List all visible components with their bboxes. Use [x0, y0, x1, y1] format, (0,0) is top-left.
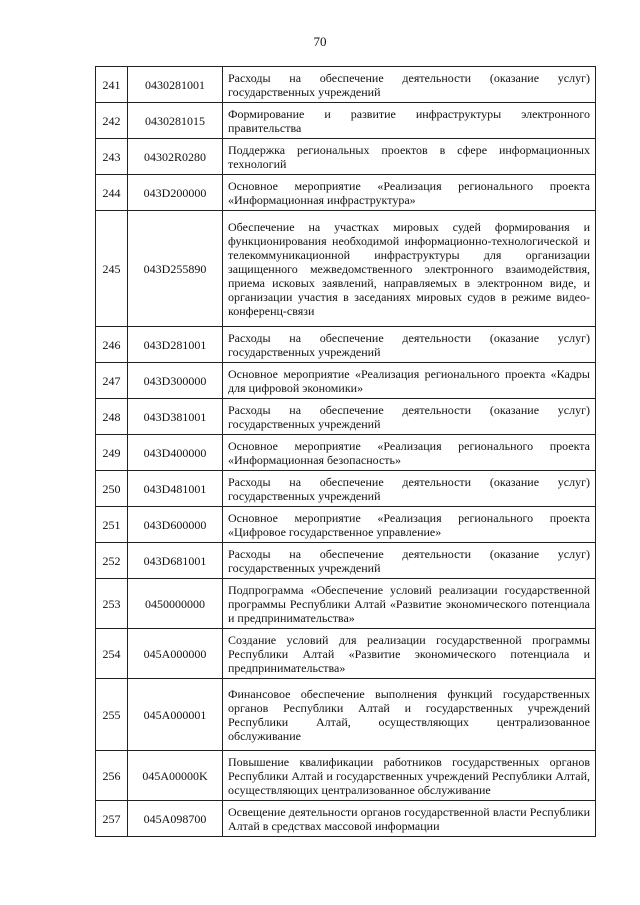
expense-description: Формирование и развитие инфраструктуры электронного правительства [223, 103, 596, 139]
row-number: 253 [96, 579, 128, 629]
table-row [96, 507, 596, 543]
table-row [96, 67, 596, 103]
table-row [96, 679, 596, 751]
expense-description: Подпрограмма «Обеспечение условий реализации государственной программы Республики Алтай «Развитие экономического потенциала и предпринимательства» [223, 579, 596, 629]
row-number: 247 [96, 363, 128, 399]
row-number: 248 [96, 399, 128, 435]
row-number: 251 [96, 507, 128, 543]
row-number: 249 [96, 435, 128, 471]
row-number: 244 [96, 175, 128, 211]
table-row [96, 801, 596, 837]
classification-code: 043D381001 [128, 399, 223, 435]
expense-description: Расходы на обеспечение деятельности (оказание услуг) государственных учреждений [223, 543, 596, 579]
row-number: 254 [96, 629, 128, 679]
expense-description: Расходы на обеспечение деятельности (оказание услуг) государственных учреждений [223, 327, 596, 363]
expense-description: Создание условий для реализации государственной программы Республики Алтай «Развитие экономического потенциала и предпринимательства» [223, 629, 596, 679]
row-number: 243 [96, 139, 128, 175]
row-number: 252 [96, 543, 128, 579]
expense-description: Основное мероприятие «Реализация регионального проекта «Информационная безопасность» [223, 435, 596, 471]
classification-code: 043D400000 [128, 435, 223, 471]
row-number: 257 [96, 801, 128, 837]
classification-code: 043D681001 [128, 543, 223, 579]
table-row [96, 327, 596, 363]
row-number: 246 [96, 327, 128, 363]
table-row [96, 751, 596, 801]
classification-code: 0430281015 [128, 103, 223, 139]
row-number: 255 [96, 679, 128, 751]
row-number: 256 [96, 751, 128, 801]
table-row [96, 103, 596, 139]
expense-description: Поддержка региональных проектов в сфере информационных технологий [223, 139, 596, 175]
expense-description: Расходы на обеспечение деятельности (оказание услуг) государственных учреждений [223, 399, 596, 435]
classification-code: 045A000000 [128, 629, 223, 679]
expense-description: Основное мероприятие «Реализация регионального проекта «Цифровое государственное управление» [223, 507, 596, 543]
classification-code: 043D300000 [128, 363, 223, 399]
classification-code: 045A00000K [128, 751, 223, 801]
table-row [96, 471, 596, 507]
row-number: 241 [96, 67, 128, 103]
classification-code: 0430281001 [128, 67, 223, 103]
expense-description: Основное мероприятие «Реализация регионального проекта «Кадры для цифровой экономики» [223, 363, 596, 399]
budget-codes-table [95, 66, 596, 837]
row-number: 250 [96, 471, 128, 507]
classification-code: 04302R0280 [128, 139, 223, 175]
table-row [96, 543, 596, 579]
classification-code: 045A098700 [128, 801, 223, 837]
expense-description: Обеспечение на участках мировых судей формирования и функционирования необходимой информационно-технологической и телекоммуникационной инфраструктуры для организации защищенного межведомственного электронного взаимодействия, приема исковых заявлений, направляемых в электронном виде, и организации участия в заседаниях мировых судов в режиме видео-конференц-связи [223, 211, 596, 327]
table-row [96, 579, 596, 629]
table-row [96, 399, 596, 435]
expense-description: Основное мероприятие «Реализация регионального проекта «Информационная инфраструктура» [223, 175, 596, 211]
table-row [96, 175, 596, 211]
row-number: 242 [96, 103, 128, 139]
expense-description: Повышение квалификации работников государственных органов Республики Алтай и государственных учреждений Республики Алтай, осуществляющих централизованное обслуживание [223, 751, 596, 801]
page-number: 70 [313, 34, 327, 49]
classification-code: 043D600000 [128, 507, 223, 543]
classification-code: 043D255890 [128, 211, 223, 327]
classification-code: 043D200000 [128, 175, 223, 211]
expense-description: Освещение деятельности органов государственной власти Республики Алтай в средствах массовой информации [223, 801, 596, 837]
table-row [96, 139, 596, 175]
table-row [96, 211, 596, 327]
expense-description: Расходы на обеспечение деятельности (оказание услуг) государственных учреждений [223, 67, 596, 103]
classification-code: 043D281001 [128, 327, 223, 363]
expense-description: Расходы на обеспечение деятельности (оказание услуг) государственных учреждений [223, 471, 596, 507]
table-row [96, 435, 596, 471]
classification-code: 0450000000 [128, 579, 223, 629]
table-row [96, 363, 596, 399]
expense-description: Финансовое обеспечение выполнения функций государственных органов Республики Алтай и государственных учреждений Республики Алтай, осуществляющих централизованное обслуживание [223, 679, 596, 751]
classification-code: 045A000001 [128, 679, 223, 751]
table-row [96, 629, 596, 679]
row-number: 245 [96, 211, 128, 327]
classification-code: 043D481001 [128, 471, 223, 507]
